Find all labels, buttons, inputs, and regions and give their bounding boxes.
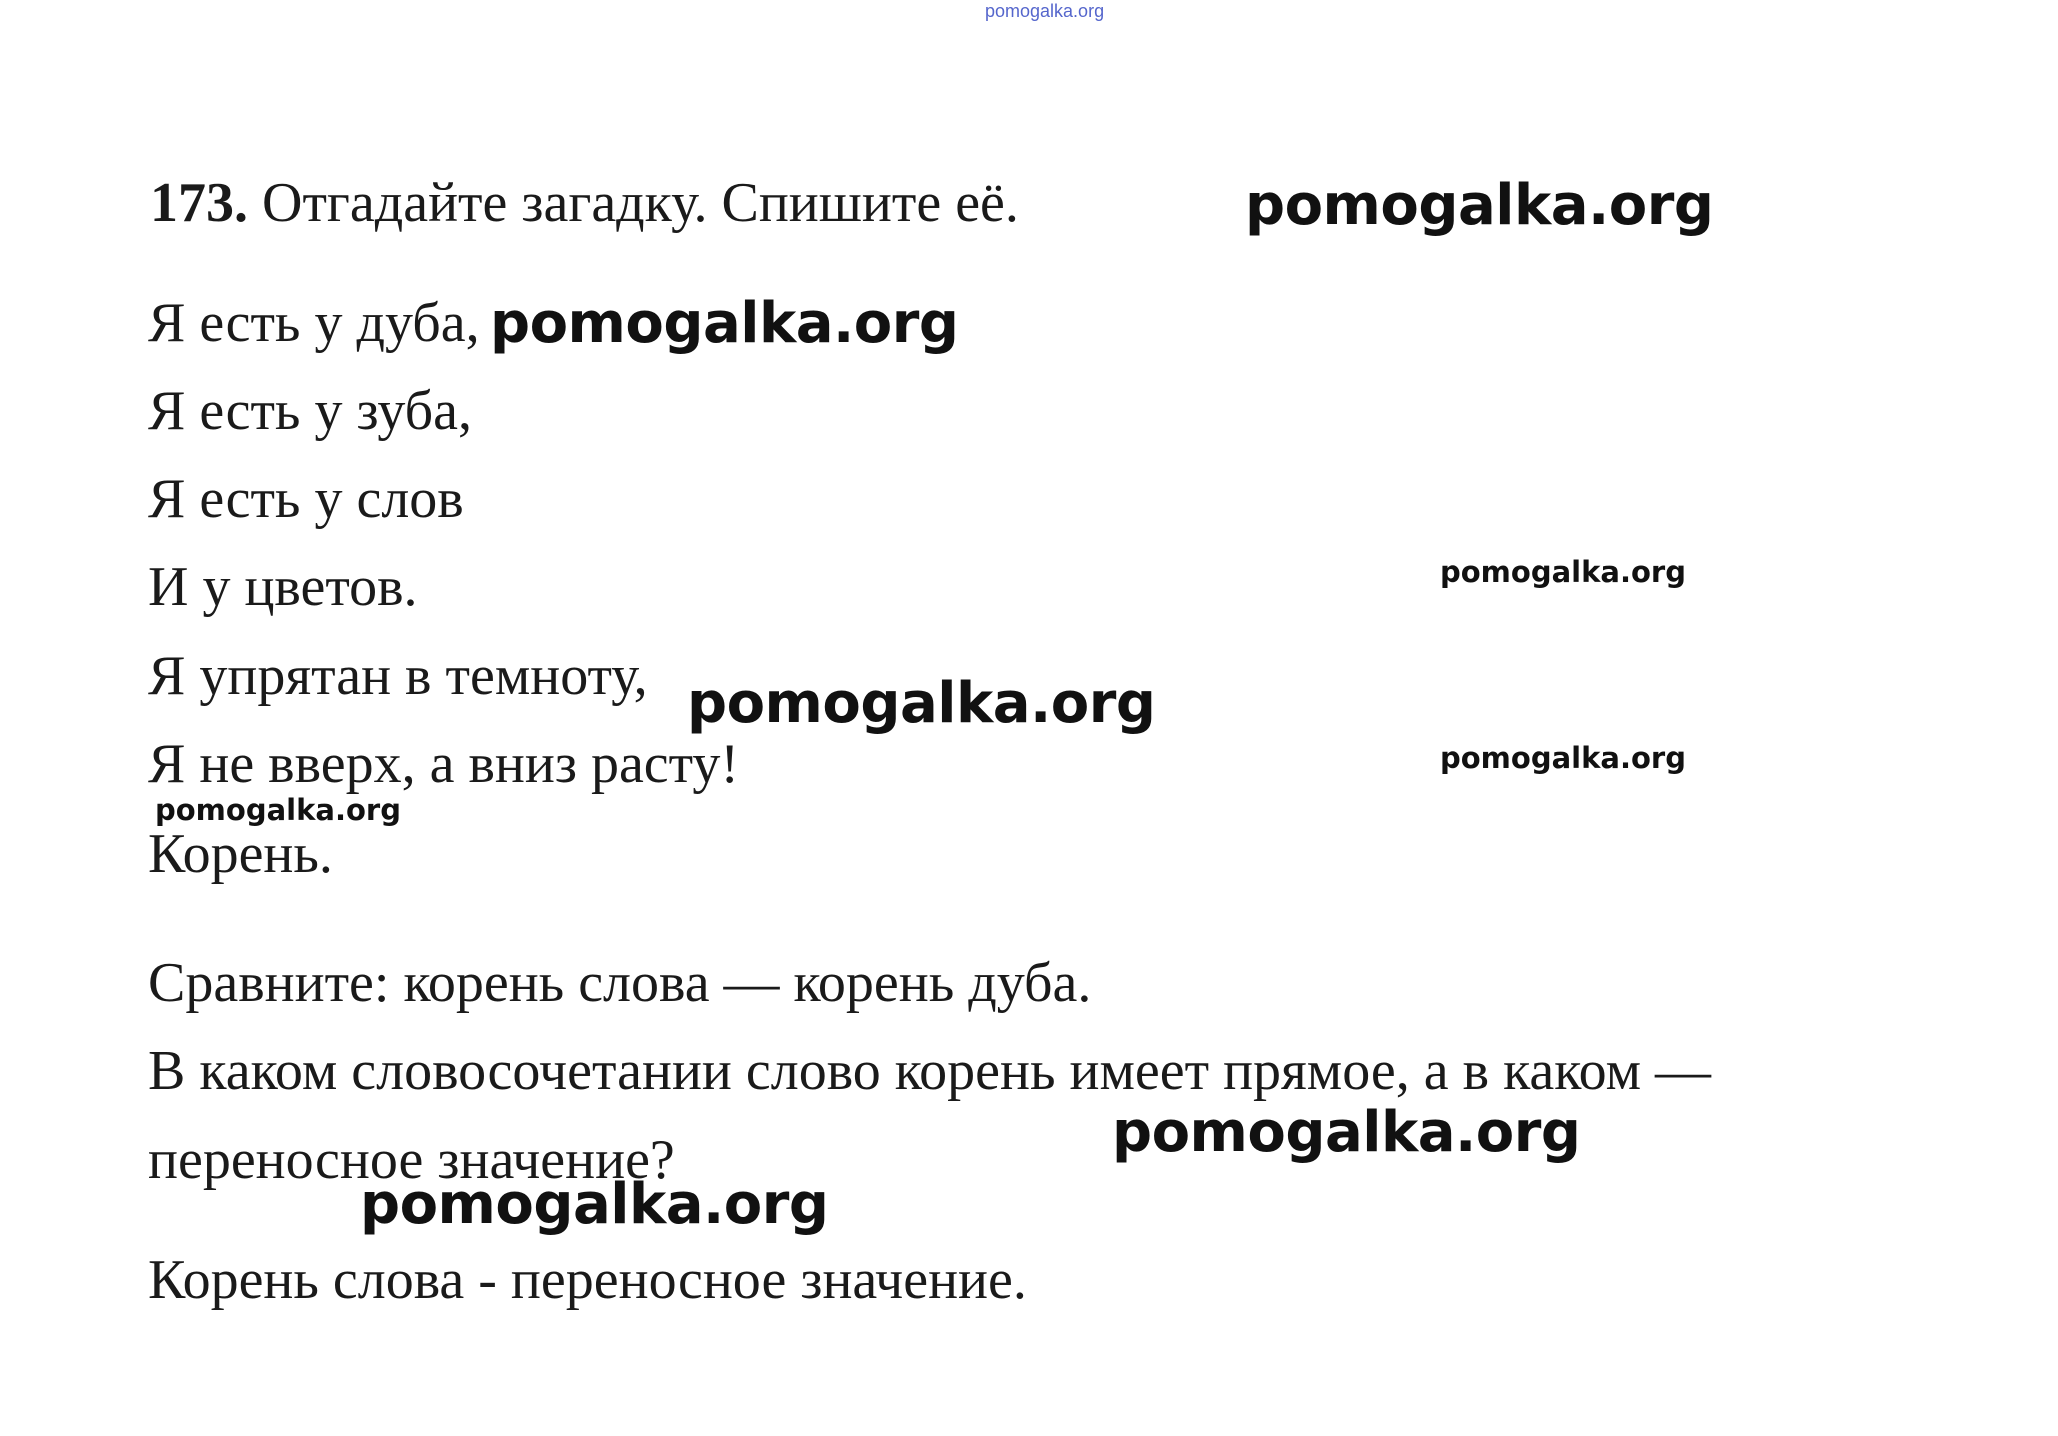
watermark: pomogalka.org (1245, 173, 1714, 238)
exercise-number: 173. (150, 172, 248, 234)
riddle-line: Я упрятан в темноту, (148, 645, 648, 707)
watermark: pomogalka.org (490, 291, 959, 356)
watermark: pomogalka.org (687, 671, 1156, 736)
riddle-line: Я есть у слов (148, 468, 464, 530)
question-line: В каком словосочетании слово корень имеет прямое, а в каком — (148, 1040, 1712, 1102)
compare-text: Сравните: корень слова — корень дуба. (148, 952, 1092, 1014)
final-answer: Корень слова - переносное значение. (148, 1249, 1027, 1311)
exercise-instruction: Отгадайте загадку. Спишите её. (262, 172, 1019, 234)
riddle-line: И у цветов. (148, 556, 418, 618)
watermark: pomogalka.org (1112, 1100, 1581, 1165)
riddle-line: Я есть у дуба, (148, 292, 480, 354)
riddle-line: Я есть у зуба, (148, 380, 473, 442)
watermark: pomogalka.org (155, 793, 401, 827)
watermark: pomogalka.org (360, 1172, 829, 1237)
watermark: pomogalka.org (1440, 555, 1686, 589)
header-watermark: pomogalka.org (985, 1, 1105, 21)
watermark: pomogalka.org (1440, 741, 1686, 775)
riddle-line: Я не вверх, а вниз расту! (148, 733, 740, 795)
question-line: переносное значение? (148, 1129, 675, 1191)
exercise-heading (150, 172, 1019, 234)
riddle-answer: Корень. (148, 823, 333, 885)
